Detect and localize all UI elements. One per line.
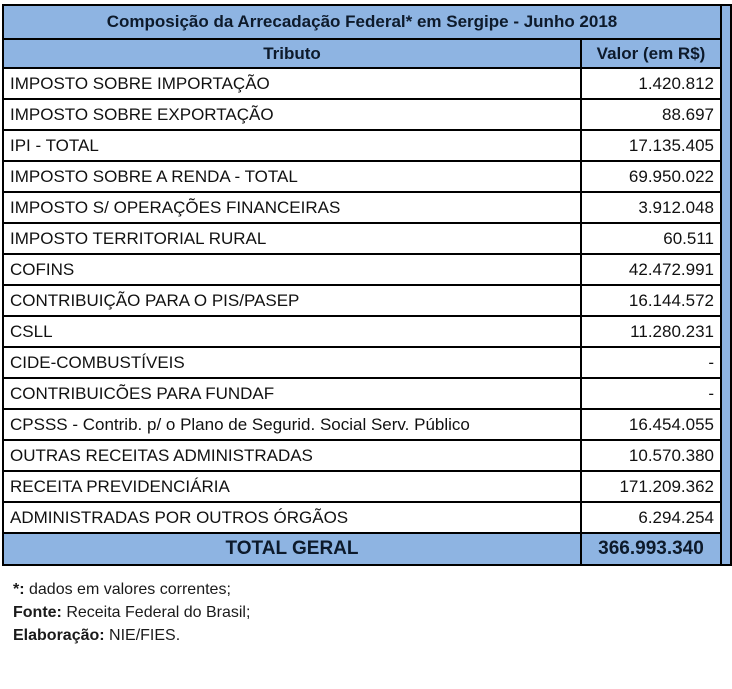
table-row — [3, 502, 731, 533]
tributo-cell: CPSSS - Contrib. p/ o Plano de Segurid. Social Serv. Público — [3, 409, 581, 440]
footnote-line — [13, 578, 732, 601]
valor-cell: 16.454.055 — [581, 409, 721, 440]
table-row — [3, 192, 731, 223]
tributo-cell: COFINS — [3, 254, 581, 285]
table-row — [3, 99, 731, 130]
header-row — [3, 39, 731, 68]
tributo-cell: IMPOSTO SOBRE IMPORTAÇÃO — [3, 68, 581, 99]
valor-cell: 6.294.254 — [581, 502, 721, 533]
valor-cell: 88.697 — [581, 99, 721, 130]
valor-cell: 10.570.380 — [581, 440, 721, 471]
table-row — [3, 316, 731, 347]
valor-cell: 17.135.405 — [581, 130, 721, 161]
tributo-cell: IMPOSTO TERRITORIAL RURAL — [3, 223, 581, 254]
table-body — [3, 5, 731, 565]
table-row — [3, 130, 731, 161]
table-row — [3, 440, 731, 471]
valor-cell: 1.420.812 — [581, 68, 721, 99]
table-row — [3, 68, 731, 99]
title-row — [3, 5, 731, 39]
footnote-label: Elaboração: — [13, 627, 105, 644]
table-title: Composição da Arrecadação Federal* em Sergipe - Junho 2018 — [3, 5, 721, 39]
table-row — [3, 378, 731, 409]
footnotes — [13, 578, 732, 647]
table-row — [3, 409, 731, 440]
tributo-cell: CONTRIBUICÕES PARA FUNDAF — [3, 378, 581, 409]
tributo-cell: OUTRAS RECEITAS ADMINISTRADAS — [3, 440, 581, 471]
valor-cell: 11.280.231 — [581, 316, 721, 347]
tributo-cell: CONTRIBUIÇÃO PARA O PIS/PASEP — [3, 285, 581, 316]
valor-cell: - — [581, 378, 721, 409]
table-row — [3, 285, 731, 316]
footnote-text: NIE/FIES. — [104, 627, 181, 644]
column-header-tributo: Tributo — [3, 39, 581, 68]
footnote-text: Receita Federal do Brasil; — [61, 604, 251, 621]
total-label-cell: TOTAL GERAL — [3, 533, 581, 565]
valor-cell: 171.209.362 — [581, 471, 721, 502]
tributo-cell: RECEITA PREVIDENCIÁRIA — [3, 471, 581, 502]
tributo-cell: CSLL — [3, 316, 581, 347]
table-row — [3, 161, 731, 192]
column-header-valor: Valor (em R$) — [581, 39, 721, 68]
table-row — [3, 254, 731, 285]
tributo-cell: ADMINISTRADAS POR OUTROS ÓRGÃOS — [3, 502, 581, 533]
tributo-cell: IMPOSTO S/ OPERAÇÕES FINANCEIRAS — [3, 192, 581, 223]
valor-cell: - — [581, 347, 721, 378]
table-row — [3, 471, 731, 502]
footnote-line — [13, 601, 732, 624]
footnote-label: *: — [13, 581, 25, 598]
total-row — [3, 533, 731, 565]
valor-cell: 60.511 — [581, 223, 721, 254]
tributo-cell: IPI - TOTAL — [3, 130, 581, 161]
footnote-text: dados em valores correntes; — [24, 581, 231, 598]
valor-cell: 69.950.022 — [581, 161, 721, 192]
valor-cell: 3.912.048 — [581, 192, 721, 223]
tributo-cell: IMPOSTO SOBRE A RENDA - TOTAL — [3, 161, 581, 192]
right-accent-strip — [721, 5, 731, 565]
valor-cell: 16.144.572 — [581, 285, 721, 316]
footnote-label: Fonte: — [13, 604, 62, 621]
valor-cell: 42.472.991 — [581, 254, 721, 285]
arrecadacao-table — [2, 4, 732, 566]
total-value-cell: 366.993.340 — [581, 533, 721, 565]
footnote-line — [13, 624, 732, 647]
table-row — [3, 347, 731, 378]
tributo-cell: IMPOSTO SOBRE EXPORTAÇÃO — [3, 99, 581, 130]
tributo-cell: CIDE-COMBUSTÍVEIS — [3, 347, 581, 378]
table-row — [3, 223, 731, 254]
